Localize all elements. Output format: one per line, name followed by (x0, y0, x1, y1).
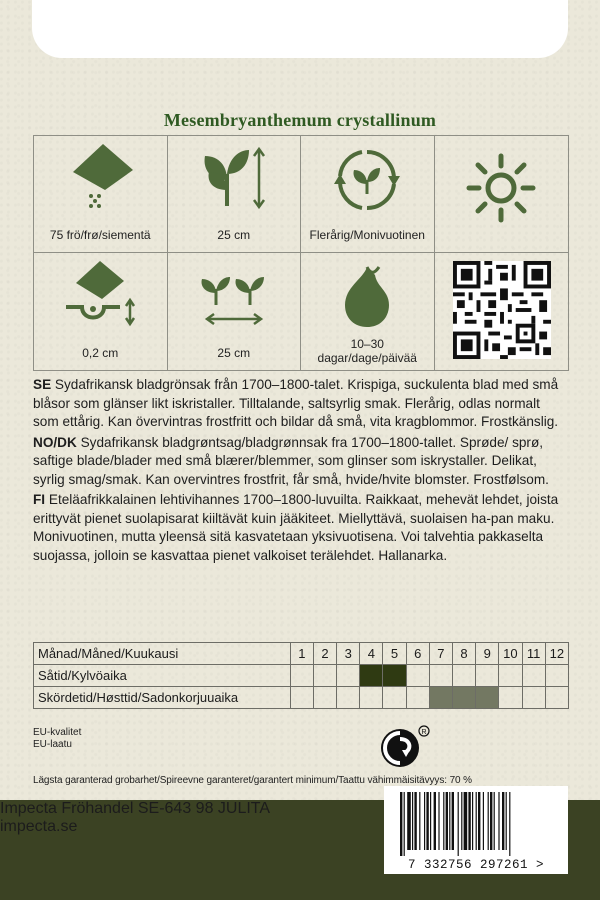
month-5: 5 (383, 643, 406, 665)
plant-height-label: 25 cm (217, 228, 251, 242)
description-fi-text: Eteläafrikkalainen lehtivihannes 1700–1800-luvuilta. Raikkaat, mehevät lehdet, joista erittyvät pienet suolapisarat kiiltävät kuin jääkiteet. Miellyttävä, suolaisen ha-pan maku. Monivuotinen, mutta yleensä sitä kasvatetaan yksivuotisena. Voi talvehtia pakkaselta suojassa, jolloin se kasvattaa pienet valkoiset terälehdet. Hallanarka. (33, 492, 559, 563)
harvest-month-cell (499, 687, 522, 709)
description-no-dk-text: Sydafrikansk bladgrøntsag/bladgrønnsak fra 1700–1800-tallet. Sprøde/ sprø, saftige blade/blader med små blærer/blemmer, som glinser som iskrystaller. Delikat, syrlig smag/smak. Kan overvintres frostfrit, får små, hvide/hvite blomster. Frostfølsom. (33, 434, 549, 487)
seed-packet-icon (65, 144, 135, 216)
harvest-month-cell (383, 687, 406, 709)
harvest-time-row (34, 687, 569, 709)
life-cycle-cell (301, 136, 435, 253)
month-2: 2 (313, 643, 336, 665)
harvest-month-cell (545, 687, 568, 709)
plant-height-cell (168, 136, 302, 253)
calendar-header-row (34, 643, 569, 665)
harvest-month-cell (406, 687, 429, 709)
description-se-text: Sydafrikansk bladgrönsak från 1700–1800-talet. Krispiga, suckulenta blad med små blåsor som glänser likt iskristaller. Tilltalande, saltsyrlig smak. Flerårig, odlas normalt som ettårig. Kan övervintras frostfritt och bildar då små, vita kragblommor. Frostkänslig. (33, 377, 559, 429)
sowing-month-cell (499, 665, 522, 687)
company-name-address: Impecta Fröhandel SE-643 98 JULITA (0, 800, 271, 817)
calendar-header-label: Månad/Måned/Kuukausi (34, 643, 291, 665)
sowing-month-cell (522, 665, 545, 687)
sowing-depth-icon (60, 261, 140, 333)
germination-time-label (301, 337, 434, 365)
lang-code-fi: FI (33, 492, 46, 507)
plant-height-icon (199, 144, 269, 216)
harvest-month-cell (290, 687, 313, 709)
sowing-depth-label: 0,2 cm (82, 346, 119, 360)
lang-code-no-dk: NO/DK (33, 434, 77, 450)
life-cycle-label: Flerårig/Monivuotinen (309, 228, 425, 242)
germination-guarantee: Lägsta garanterad grobarhet/Spireevne garanteret/garantert minimum/Taattu vähimmäisitävyys: 70 % (33, 775, 472, 786)
month-7: 7 (429, 643, 452, 665)
perennial-cycle-icon (332, 144, 402, 216)
germination-days-unit: dagar/dage/päivää (317, 351, 417, 365)
description-se (33, 376, 569, 432)
sun-icon (463, 150, 539, 226)
svg-text:R: R (421, 729, 427, 736)
company-address (0, 800, 270, 836)
sowing-month-cell (337, 665, 360, 687)
sun-exposure-cell (435, 136, 569, 253)
sowing-month-cell (383, 665, 406, 687)
sowing-time-label: Såtid/Kylvöaika (34, 665, 291, 687)
description-no-dk (33, 434, 569, 490)
plant-spacing-label: 25 cm (217, 346, 251, 360)
barcode-bars-icon (398, 792, 560, 856)
ean-barcode (384, 786, 568, 874)
month-10: 10 (499, 643, 522, 665)
harvest-month-cell (522, 687, 545, 709)
month-4: 4 (360, 643, 383, 665)
month-9: 9 (476, 643, 499, 665)
plant-spacing-icon (196, 261, 272, 333)
harvest-month-cell (476, 687, 499, 709)
qr-code-cell (435, 253, 569, 370)
company-website[interactable]: impecta.se (0, 818, 78, 835)
month-11: 11 (522, 643, 545, 665)
harvest-month-cell (429, 687, 452, 709)
product-description (33, 376, 569, 567)
germination-days-range: 10–30 (350, 337, 384, 351)
sowing-month-cell (406, 665, 429, 687)
qr-code-icon[interactable] (453, 261, 551, 359)
eu-quality-text (33, 727, 81, 751)
harvest-time-label: Skördetid/Høsttid/Sadonkorjuuaika (34, 687, 291, 709)
species-name: Mesembryanthemum crystallinum (163, 110, 437, 130)
sowing-month-cell (476, 665, 499, 687)
sowing-month-cell (360, 665, 383, 687)
seed-count-label: 75 frö/frø/siementä (49, 228, 151, 242)
seed-count-cell (34, 136, 168, 253)
plant-spacing-cell (168, 253, 302, 370)
harvest-month-cell (360, 687, 383, 709)
green-dot-recycling-icon (380, 724, 432, 770)
germination-time-cell (301, 253, 435, 370)
sowing-month-cell (290, 665, 313, 687)
eu-quality-fi: EU-laatu (33, 739, 72, 750)
sowing-month-cell (429, 665, 452, 687)
sowing-month-cell (452, 665, 475, 687)
month-6: 6 (406, 643, 429, 665)
sowing-month-cell (545, 665, 568, 687)
harvest-month-cell (452, 687, 475, 709)
harvest-month-cell (313, 687, 336, 709)
eu-quality-sv: EU-kvalitet (33, 727, 82, 738)
germination-sprout-icon (337, 261, 397, 333)
growing-info-grid (33, 135, 569, 371)
sowing-depth-cell (34, 253, 168, 370)
sowing-time-row (34, 665, 569, 687)
sowing-calendar (33, 642, 569, 709)
barcode-digits: 7 332756 297261 > (407, 858, 545, 872)
hang-tab-cutout (32, 0, 568, 58)
lang-code-se: SE (33, 377, 52, 392)
harvest-month-cell (337, 687, 360, 709)
description-fi (33, 491, 569, 565)
month-12: 12 (545, 643, 568, 665)
month-8: 8 (452, 643, 475, 665)
month-3: 3 (337, 643, 360, 665)
month-1: 1 (290, 643, 313, 665)
sowing-month-cell (313, 665, 336, 687)
